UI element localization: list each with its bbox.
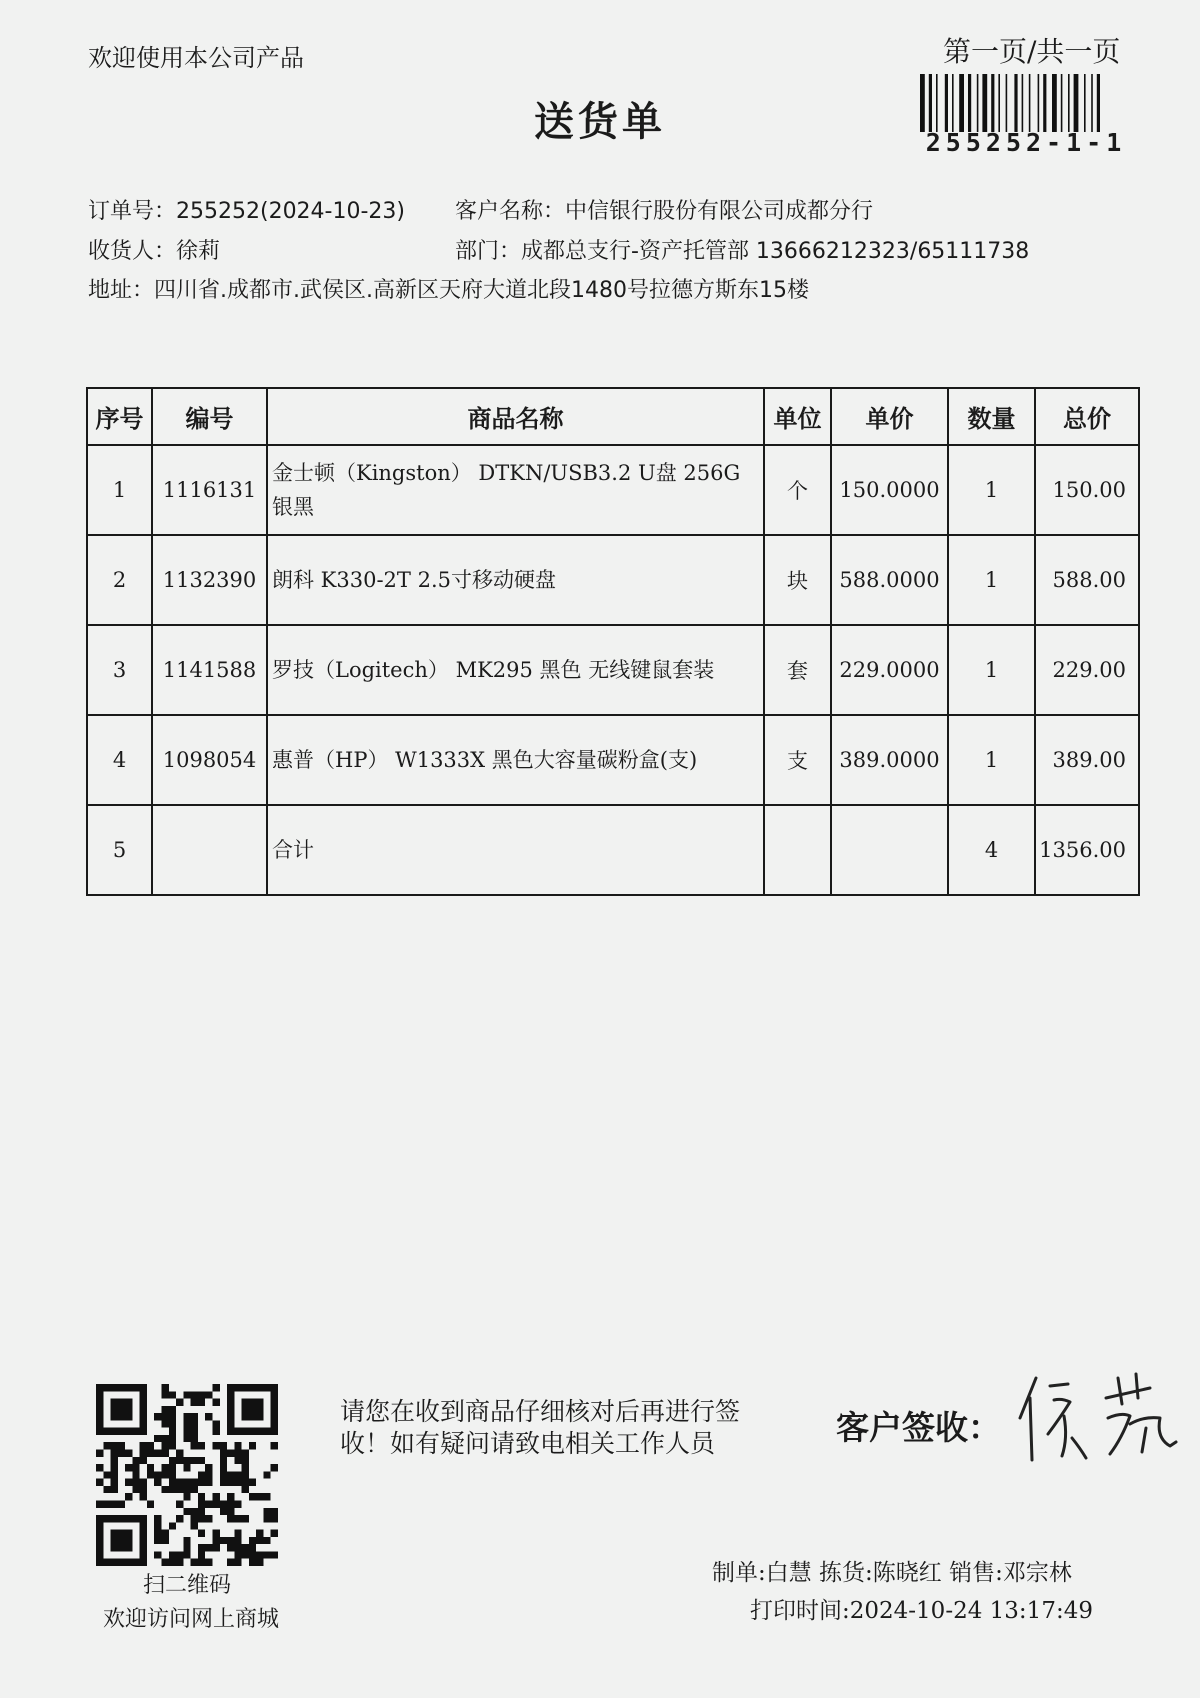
cell-code: 1098054 xyxy=(152,715,267,805)
cell-quantity: 1 xyxy=(948,535,1035,625)
cell-total: 1356.00 xyxy=(1035,805,1139,895)
cell-unit: 支 xyxy=(764,715,831,805)
table-total-row xyxy=(87,805,1139,895)
cell-total: 389.00 xyxy=(1035,715,1139,805)
items-table xyxy=(86,387,1140,896)
barcode-number: 255252-1-1 xyxy=(925,128,1127,157)
cell-product-name: 合计 xyxy=(267,805,764,895)
table-header-row xyxy=(87,388,1139,445)
cell-quantity: 1 xyxy=(948,625,1035,715)
print-time: 打印时间:2024-10-24 13:17:49 xyxy=(750,1598,1093,1624)
cell-quantity: 4 xyxy=(948,805,1035,895)
header-unit: 单位 xyxy=(764,388,831,445)
header-code: 编号 xyxy=(152,388,267,445)
department-contact: 部门：成都总支行-资产托管部 13666212323/65111738 xyxy=(455,239,1030,264)
page-indicator: 第一页/共一页 xyxy=(943,35,1121,68)
order-number: 订单号：255252(2024-10-23) xyxy=(88,199,406,224)
table-row xyxy=(87,535,1139,625)
cell-unit: 个 xyxy=(764,445,831,535)
qr-caption-scan: 扫二维码 xyxy=(142,1573,231,1598)
cell-unit: 块 xyxy=(764,535,831,625)
delivery-address: 地址：四川省.成都市.武侯区.高新区天府大道北段1480号拉德方斯东15楼 xyxy=(88,278,809,303)
cell-code: 1141588 xyxy=(152,625,267,715)
header-total: 总价 xyxy=(1035,388,1139,445)
cell-unit-price: 150.0000 xyxy=(831,445,948,535)
cell-unit xyxy=(764,805,831,895)
cell-seq: 2 xyxy=(87,535,152,625)
cell-total: 588.00 xyxy=(1035,535,1139,625)
cell-product-name: 朗科 K330-2T 2.5寸移动硬盘 xyxy=(267,535,764,625)
header-product-name: 商品名称 xyxy=(267,388,764,445)
qr-caption-visit: 欢迎访问网上商城 xyxy=(102,1607,279,1632)
staff-info: 制单:白慧 拣货:陈晓红 销售:邓宗林 xyxy=(712,1560,1072,1586)
customer-sign-label: 客户签收： xyxy=(836,1408,1001,1447)
table-row xyxy=(87,715,1139,805)
welcome-text: 欢迎使用本公司产品 xyxy=(88,44,304,72)
cell-product-name: 金士顿（Kingston） DTKN/USB3.2 U盘 256G 银黑 xyxy=(267,445,764,535)
cell-total: 150.00 xyxy=(1035,445,1139,535)
cell-unit: 套 xyxy=(764,625,831,715)
qr-code[interactable] xyxy=(96,1384,278,1566)
cell-code: 1116131 xyxy=(152,445,267,535)
cell-product-name: 罗技（Logitech） MK295 黑色 无线键鼠套装 xyxy=(267,625,764,715)
customer-name: 客户名称：中信银行股份有限公司成都分行 xyxy=(455,199,874,224)
cell-quantity: 1 xyxy=(948,445,1035,535)
table-row xyxy=(87,445,1139,535)
cell-quantity: 1 xyxy=(948,715,1035,805)
cell-unit-price xyxy=(831,805,948,895)
header-unit-price: 单价 xyxy=(831,388,948,445)
cell-unit-price: 389.0000 xyxy=(831,715,948,805)
cell-unit-price: 588.0000 xyxy=(831,535,948,625)
receipt-notice: 请您在收到商品仔细核对后再进行签收！如有疑问请致电相关工作人员 xyxy=(340,1397,741,1458)
handwritten-signature xyxy=(1010,1368,1180,1478)
cell-seq: 4 xyxy=(87,715,152,805)
table-row xyxy=(87,625,1139,715)
cell-seq: 3 xyxy=(87,625,152,715)
cell-total: 229.00 xyxy=(1035,625,1139,715)
cell-seq: 1 xyxy=(87,445,152,535)
document-title: 送货单 xyxy=(534,99,666,145)
receiver-name: 收货人：徐莉 xyxy=(88,239,221,264)
cell-code: 1132390 xyxy=(152,535,267,625)
header-quantity: 数量 xyxy=(948,388,1035,445)
cell-unit-price: 229.0000 xyxy=(831,625,948,715)
cell-code xyxy=(152,805,267,895)
cell-product-name: 惠普（HP） W1333X 黑色大容量碳粉盒(支) xyxy=(267,715,764,805)
cell-seq: 5 xyxy=(87,805,152,895)
header-seq: 序号 xyxy=(87,388,152,445)
